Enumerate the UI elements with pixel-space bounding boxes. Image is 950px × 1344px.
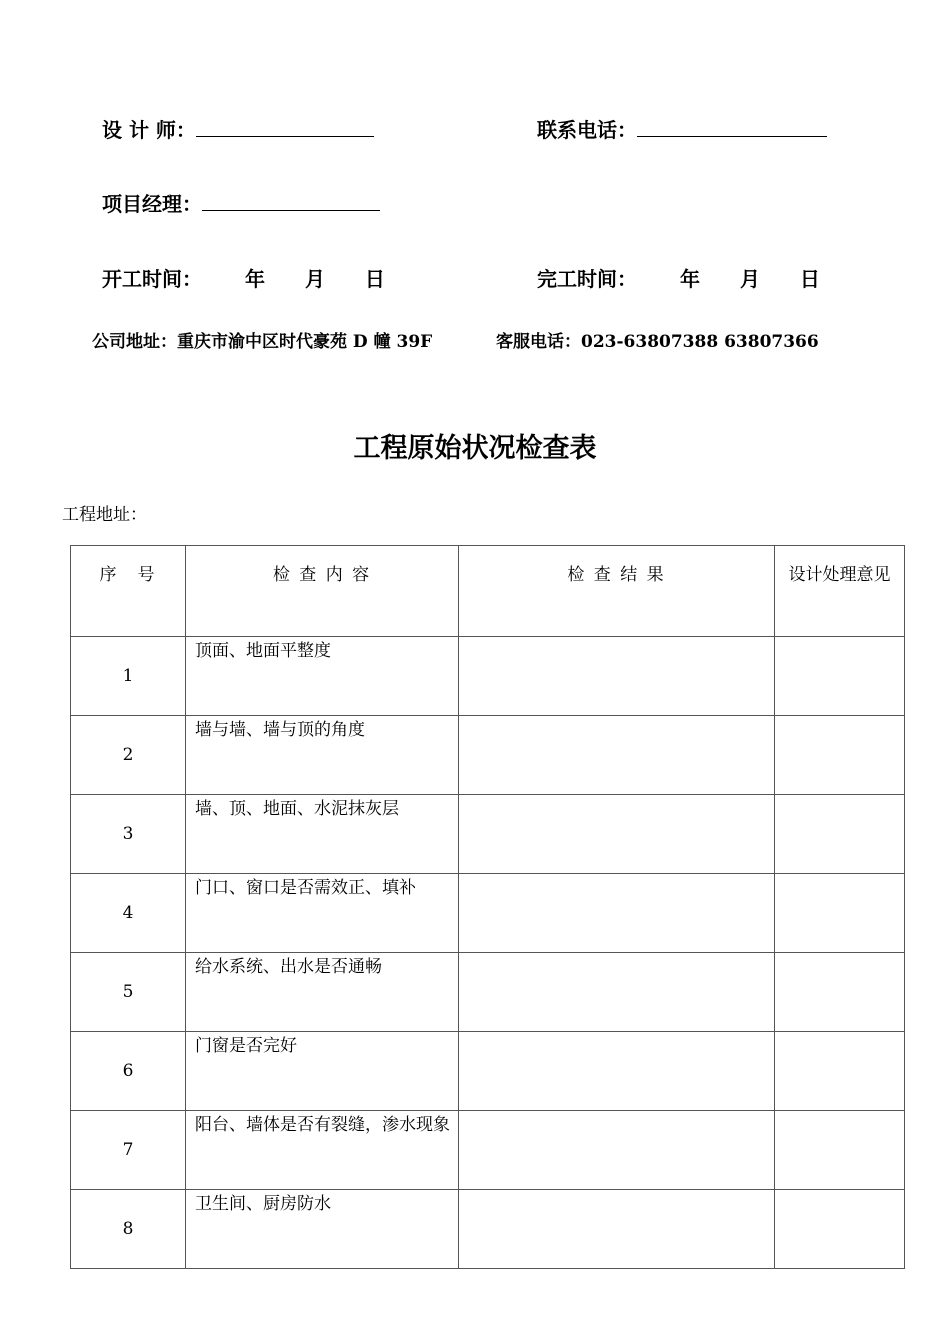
phone-field: [537, 114, 827, 143]
row-item: [186, 716, 459, 795]
designer-blank[interactable]: [196, 116, 374, 137]
end-label: 完工时间：: [537, 267, 637, 291]
row-item: [186, 795, 459, 874]
manager-field: [102, 188, 380, 217]
row-number: 2: [71, 716, 186, 795]
row-opinion-cell[interactable]: [775, 874, 905, 953]
table-row: [71, 795, 905, 874]
row-item-text: 顶面、地面平整度: [195, 641, 331, 661]
row-item: [186, 874, 459, 953]
row-result-cell[interactable]: [459, 795, 775, 874]
row-opinion-cell[interactable]: [775, 795, 905, 874]
row-opinion-cell[interactable]: [775, 637, 905, 716]
phone-blank[interactable]: [637, 116, 827, 137]
row-opinion-cell[interactable]: [775, 716, 905, 795]
start-month: 月: [304, 267, 325, 291]
end-month: 月: [739, 267, 760, 291]
row-number: 6: [71, 1032, 186, 1111]
row-number: 7: [71, 1111, 186, 1190]
row-item: [186, 1032, 459, 1111]
row-opinion-cell[interactable]: [775, 1190, 905, 1269]
header-design-opinion-text: 设计处理意见: [788, 565, 891, 585]
table-row: [71, 1190, 905, 1269]
row-number: 1: [71, 637, 186, 716]
row-item: [186, 953, 459, 1032]
designer-field: [102, 114, 374, 143]
project-address-label: 工程地址：: [62, 505, 147, 525]
row-result-cell[interactable]: [459, 637, 775, 716]
table-header-row: [71, 546, 905, 637]
row-item-text: 给水系统、出水是否通畅: [195, 957, 382, 977]
row-item-text: 墙、顶、地面、水泥抹灰层: [195, 799, 399, 819]
row-result-cell[interactable]: [459, 874, 775, 953]
row-item-text: 门窗是否完好: [195, 1036, 297, 1056]
row-number: 3: [71, 795, 186, 874]
end-date-field: [537, 263, 820, 292]
start-date-field: [102, 263, 385, 292]
table-row: [71, 716, 905, 795]
end-year: 年: [679, 267, 700, 291]
table-row: [71, 637, 905, 716]
header-item: 检 查 内 容: [186, 546, 459, 637]
form-title: 工程原始状况检查表: [353, 433, 597, 464]
row-item-text: 墙与墙、墙与顶的角度: [195, 720, 365, 740]
row-result-cell[interactable]: [459, 1111, 775, 1190]
table-row: [71, 1111, 905, 1190]
header-result: 检 查 结 果: [459, 546, 775, 637]
row-item-text: 阳台、墙体是否有裂缝，渗水现象: [195, 1115, 450, 1135]
row-result-cell[interactable]: [459, 1032, 775, 1111]
table-row: [71, 953, 905, 1032]
row-number: 4: [71, 874, 186, 953]
manager-label: 项目经理：: [102, 192, 202, 216]
row-opinion-cell[interactable]: [775, 953, 905, 1032]
row-opinion-cell[interactable]: [775, 1111, 905, 1190]
start-label: 开工时间：: [102, 267, 202, 291]
inspection-table: [70, 545, 905, 1269]
row-opinion-cell[interactable]: [775, 1032, 905, 1111]
service-phone: 客服电话：023-63807388 63807366: [496, 332, 819, 352]
manager-blank[interactable]: [202, 190, 380, 211]
table-row: [71, 1032, 905, 1111]
end-day: 日: [799, 267, 820, 291]
row-number: 8: [71, 1190, 186, 1269]
row-item: [186, 1190, 459, 1269]
row-result-cell[interactable]: [459, 953, 775, 1032]
row-number: 5: [71, 953, 186, 1032]
designer-label: 设 计 师：: [102, 118, 196, 142]
row-result-cell[interactable]: [459, 1190, 775, 1269]
header-serial: 序 号: [71, 546, 186, 637]
row-item-text: 门口、窗口是否需效正、填补: [195, 878, 416, 898]
start-day: 日: [364, 267, 385, 291]
row-result-cell[interactable]: [459, 716, 775, 795]
phone-label: 联系电话：: [537, 118, 637, 142]
table-row: [71, 874, 905, 953]
company-address: 公司地址：重庆市渝中区时代豪苑 D 幢 39F: [92, 332, 433, 352]
start-year: 年: [244, 267, 265, 291]
row-item-text: 卫生间、厨房防水: [195, 1194, 331, 1214]
header-design-opinion: [775, 546, 905, 637]
row-item: [186, 637, 459, 716]
row-item: [186, 1111, 459, 1190]
